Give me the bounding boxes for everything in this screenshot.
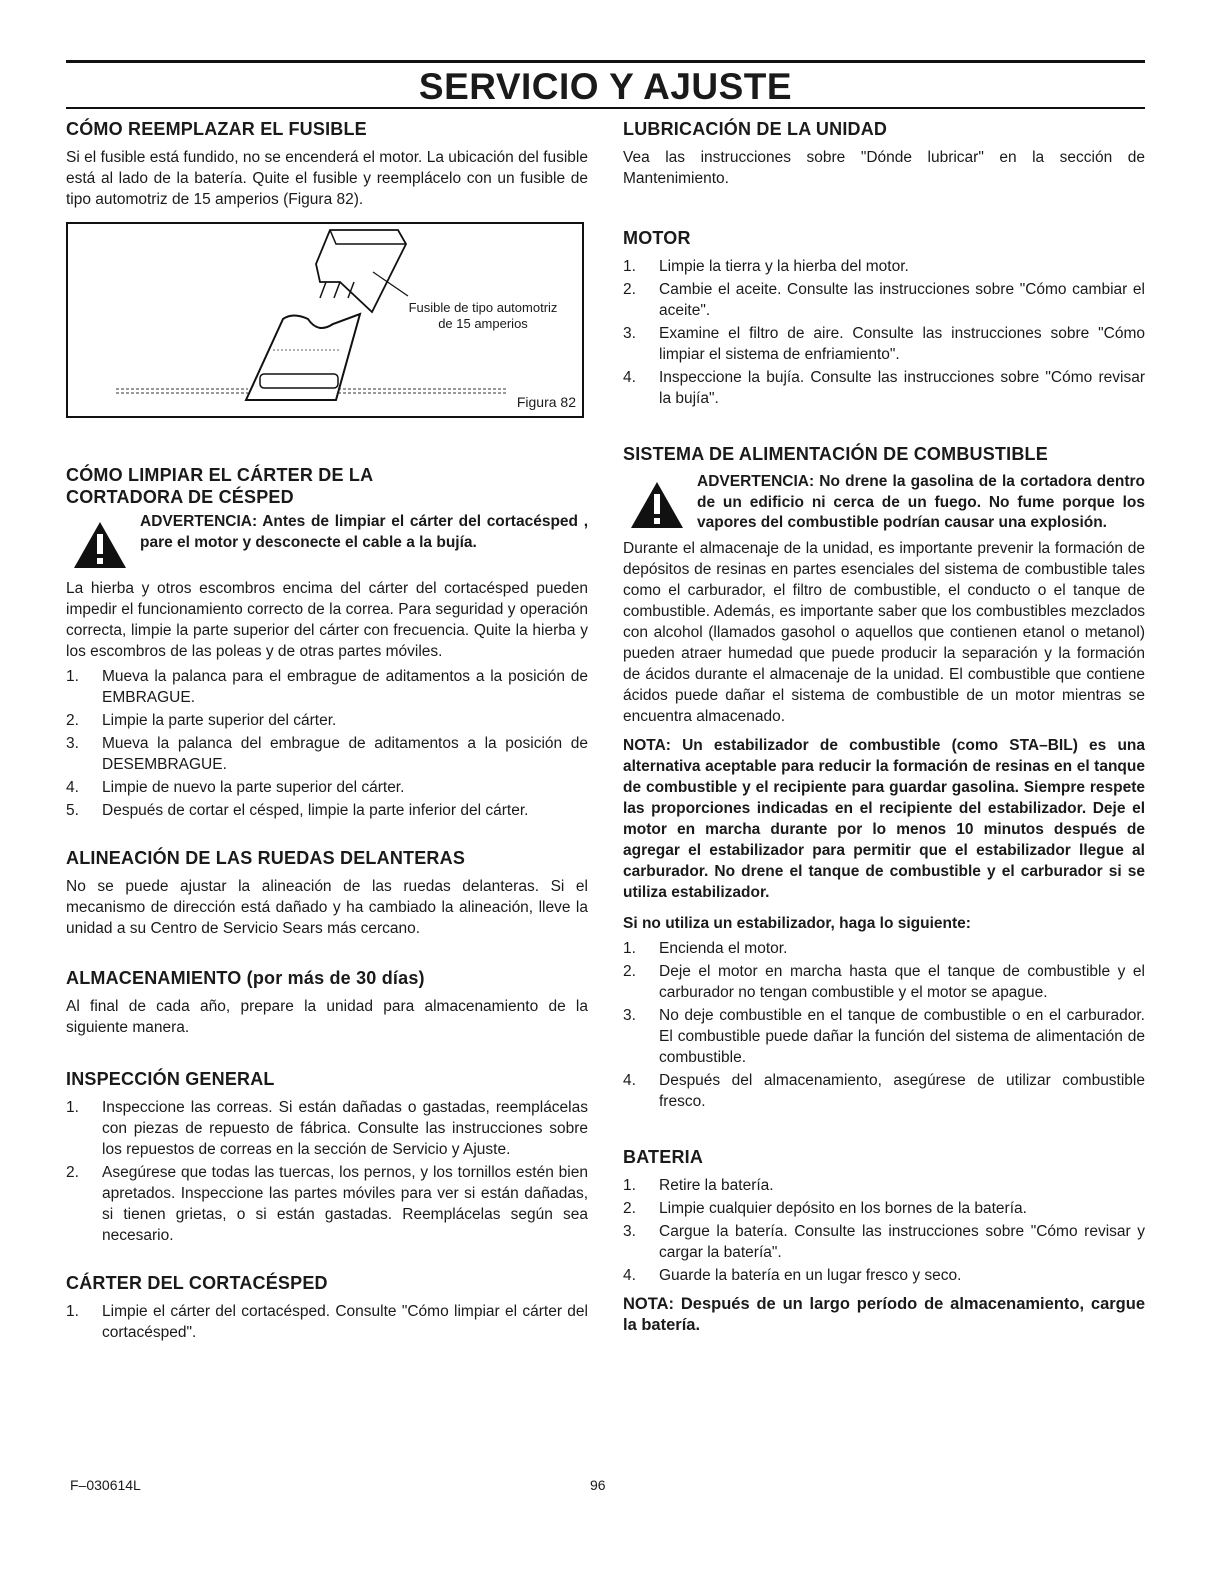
right-column: [623, 118, 1145, 1336]
top-rule: [66, 60, 1145, 63]
step-text: Limpie de nuevo la parte superior del cárter.: [102, 779, 405, 796]
step-number: 1.: [66, 1099, 79, 1116]
list-item: [66, 777, 588, 798]
left-column: [66, 118, 588, 1345]
list-item: [623, 1005, 1145, 1068]
step-text: Guarde la batería en un lugar fresco y seco.: [659, 1267, 962, 1284]
fuse-body: Si el fusible está fundido, no se encenderá el motor. La ubicación del fusible está al lado de la batería. Quite el fusible y reemplácelo con un fusible de tipo automotriz de 15 amperios (Figura 82).: [66, 149, 588, 208]
step-number: 4.: [623, 1267, 636, 1284]
step-text: Mueva la palanca del embrague de aditamentos a la posición de DESEMBRAGUE.: [102, 735, 588, 773]
list-item: [66, 800, 588, 821]
fuse-label: [383, 300, 583, 332]
step-text: Después del almacenamiento, asegúrese de utilizar combustible fresco.: [659, 1072, 1145, 1110]
mower-deck-section: [66, 1272, 588, 1343]
step-number: 2.: [623, 963, 636, 980]
list-item: [66, 666, 588, 708]
step-text: Deje el motor en marcha hasta que el tanque de combustible y el carburador no tengan combustible y el motor se apague.: [659, 963, 1145, 1001]
deck-heading-line-1: CÓMO LIMPIAR EL CÁRTER DE LA: [66, 465, 374, 485]
page-title: SERVICIO Y AJUSTE: [418, 66, 793, 107]
footer-code: F–030614L: [70, 1477, 141, 1493]
fuse-section: [66, 118, 588, 418]
alignment-section: [66, 847, 588, 939]
step-number: 4.: [623, 369, 636, 386]
mower-deck-steps: [66, 1301, 588, 1343]
step-number: 1.: [623, 258, 636, 275]
lubrication-section: [623, 118, 1145, 189]
page-number: 96: [590, 1477, 606, 1493]
list-item: [66, 733, 588, 775]
deck-body: La hierba y otros escombros encima del cárter del cortacésped pueden impedir el funcionamiento correcto de la correa. Para seguridad y operación correcta, limpie la parte superior del cárter con frecuencia. Quite la hierba y los escombros de las poleas y de otras partes móviles.: [66, 580, 588, 660]
battery-heading: BATERIA: [623, 1147, 704, 1167]
fuse-label-line-1: Fusible de tipo automotriz: [408, 300, 558, 315]
title-underline: [66, 107, 1145, 109]
battery-section: [623, 1146, 1145, 1336]
storage-body: Al final de cada año, prepare la unidad para almacenamiento de la siguiente manera.: [66, 998, 588, 1036]
step-text: Limpie cualquier depósito en los bornes de la batería.: [659, 1200, 1027, 1217]
step-text: Limpie la parte superior del cárter.: [102, 712, 337, 729]
battery-steps: [623, 1175, 1145, 1286]
battery-note: NOTA: Después de un largo período de almacenamiento, cargue la batería.: [623, 1295, 1145, 1334]
storage-section: [66, 967, 588, 1038]
list-item: [623, 1198, 1145, 1219]
lubrication-body: Vea las instrucciones sobre "Dónde lubricar" en la sección de Mantenimiento.: [623, 149, 1145, 187]
step-text: Cambie el aceite. Consulte las instrucciones sobre "Cómo cambiar el aceite".: [659, 281, 1145, 319]
alignment-heading: ALINEACIÓN DE LAS RUEDAS DELANTERAS: [66, 848, 466, 868]
step-number: 5.: [66, 802, 79, 819]
fuel-warning: [623, 472, 1145, 534]
inspection-section: [66, 1068, 588, 1246]
step-number: 2.: [66, 712, 79, 729]
fuel-steps: [623, 938, 1145, 1112]
fuel-system-section: [623, 443, 1145, 1112]
step-number: 2.: [623, 1200, 636, 1217]
step-number: 3.: [623, 325, 636, 342]
step-text: Cargue la batería. Consulte las instrucciones sobre "Cómo revisar y cargar la batería".: [659, 1223, 1145, 1261]
step-text: Limpie el cárter del cortacésped. Consulte "Cómo limpiar el cárter del cortacésped".: [102, 1303, 588, 1341]
list-item: [623, 367, 1145, 409]
step-number: 3.: [623, 1223, 636, 1240]
step-number: 3.: [66, 735, 79, 752]
motor-steps: [623, 256, 1145, 409]
warning-icon: [72, 520, 128, 570]
step-text: No deje combustible en el tanque de combustible o en el carburador. El combustible puede dañar la función del sistema de alimentación de combustible.: [659, 1007, 1145, 1066]
list-item: [623, 1221, 1145, 1263]
list-item: [66, 1097, 588, 1160]
storage-heading: ALMACENAMIENTO (por más de 30 días): [66, 968, 425, 988]
motor-heading: MOTOR: [623, 228, 691, 248]
list-item: [623, 938, 1145, 959]
stabilizer-note: NOTA: Un estabilizador de combustible (como STA–BIL) es una alternativa aceptable para reducir la formación de resinas en el tanque de combustible y el recipiente para guardar gasolina. Siempre respete las proporciones indicadas en el recipiente del estabilizador. Deje el motor en marcha durante por lo menos 10 minutos después de agregar el estabilizador para permitir que el estabilizador llegue al carburador. No drene el tanque de combustible y el carburador si se utiliza estabilizador.: [623, 737, 1145, 901]
deck-cleaning-heading: [66, 464, 588, 508]
fuse-label-line-2: de 15 amperios: [438, 316, 528, 331]
fuse-heading: CÓMO REEMPLAZAR EL FUSIBLE: [66, 119, 367, 139]
step-text: Después de cortar el césped, limpie la parte inferior del cárter.: [102, 802, 529, 819]
step-text: Encienda el motor.: [659, 940, 788, 957]
step-number: 1.: [623, 1177, 636, 1194]
list-item: [623, 256, 1145, 277]
step-number: 1.: [66, 668, 79, 685]
fuel-system-heading: SISTEMA DE ALIMENTACIÓN DE COMBUSTIBLE: [623, 444, 1048, 464]
step-text: Limpie la tierra y la hierba del motor.: [659, 258, 909, 275]
step-text: Retire la batería.: [659, 1177, 774, 1194]
step-text: Asegúrese que todas las tuercas, los pernos, y los tornillos estén bien apretados. Inspeccione las partes móviles para ver si están dañadas, si tienen grietas, o si están gastadas. Reemplácelas según sea necesario.: [102, 1164, 588, 1244]
deck-steps: [66, 666, 588, 821]
list-item: [623, 1265, 1145, 1286]
deck-warning: [66, 512, 588, 574]
mower-deck-heading: CÁRTER DEL CORTACÉSPED: [66, 1273, 328, 1293]
no-stabilizer-subheading: Si no utiliza un estabilizador, haga lo siguiente:: [623, 915, 971, 932]
step-text: Inspeccione la bujía. Consulte las instrucciones sobre "Cómo revisar la bujía".: [659, 369, 1145, 407]
list-item: [66, 1301, 588, 1343]
alignment-body: No se puede ajustar la alineación de las ruedas delanteras. Si el mecanismo de dirección está dañado y ha cambiado la alineación, lleve la unidad a su Centro de Servicio Sears más cercano.: [66, 878, 588, 937]
list-item: [623, 279, 1145, 321]
lubrication-heading: LUBRICACIÓN DE LA UNIDAD: [623, 119, 888, 139]
list-item: [66, 1162, 588, 1246]
list-item: [66, 710, 588, 731]
deck-warning-text: ADVERTENCIA: Antes de limpiar el cárter del cortacésped , pare el motor y desconecte el cable a la bujía.: [140, 513, 588, 551]
list-item: [623, 323, 1145, 365]
inspection-steps: [66, 1097, 588, 1246]
list-item: [623, 1070, 1145, 1112]
step-text: Mueva la palanca para el embrague de aditamentos a la posición de EMBRAGUE.: [102, 668, 588, 706]
step-number: 4.: [623, 1072, 636, 1089]
list-item: [623, 1175, 1145, 1196]
fuel-body: Durante el almacenaje de la unidad, es importante prevenir la formación de depósitos de resinas en partes esenciales del sistema de combustible tales como el carburador, el filtro de combustible, el conducto o el tanque de combustible. Además, es importante saber que los combustibles mezclados con alcohol (llamados gasohol o aquellos que contienen etanol o metanol) pueden atraer humedad que puede producir la separación y la formación de ácidos durante el almacenaje de la unidad. El combustible que contiene ácidos puede dañar el sistema de combustible de un motor mientras se encuentra almacenado.: [623, 540, 1145, 725]
deck-heading-line-2: CORTADORA DE CÉSPED: [66, 487, 294, 507]
motor-section: [623, 227, 1145, 409]
list-item: [623, 961, 1145, 1003]
fuel-warning-text: ADVERTENCIA: No drene la gasolina de la cortadora dentro de un edificio ni cerca de un fuego. No fume porque los vapores del combustible podrían causar una explosión.: [697, 473, 1145, 531]
step-number: 3.: [623, 1007, 636, 1024]
figure-82: [66, 222, 584, 418]
step-number: 1.: [623, 940, 636, 957]
step-number: 1.: [66, 1303, 79, 1320]
step-number: 2.: [623, 281, 636, 298]
step-text: Examine el filtro de aire. Consulte las instrucciones sobre "Cómo limpiar el sistema de enfriamiento".: [659, 325, 1145, 363]
step-number: 2.: [66, 1164, 79, 1181]
deck-cleaning-section: [66, 464, 588, 821]
figure-number: Figura 82: [516, 394, 576, 410]
inspection-heading: INSPECCIÓN GENERAL: [66, 1069, 275, 1089]
step-text: Inspeccione las correas. Si están dañadas o gastadas, reemplácelas con piezas de repuesto de fábrica. Consulte las instrucciones sobre los repuestos de correas en la sección de Servicio y Ajuste.: [102, 1099, 588, 1158]
warning-icon: [629, 480, 685, 530]
step-number: 4.: [66, 779, 79, 796]
